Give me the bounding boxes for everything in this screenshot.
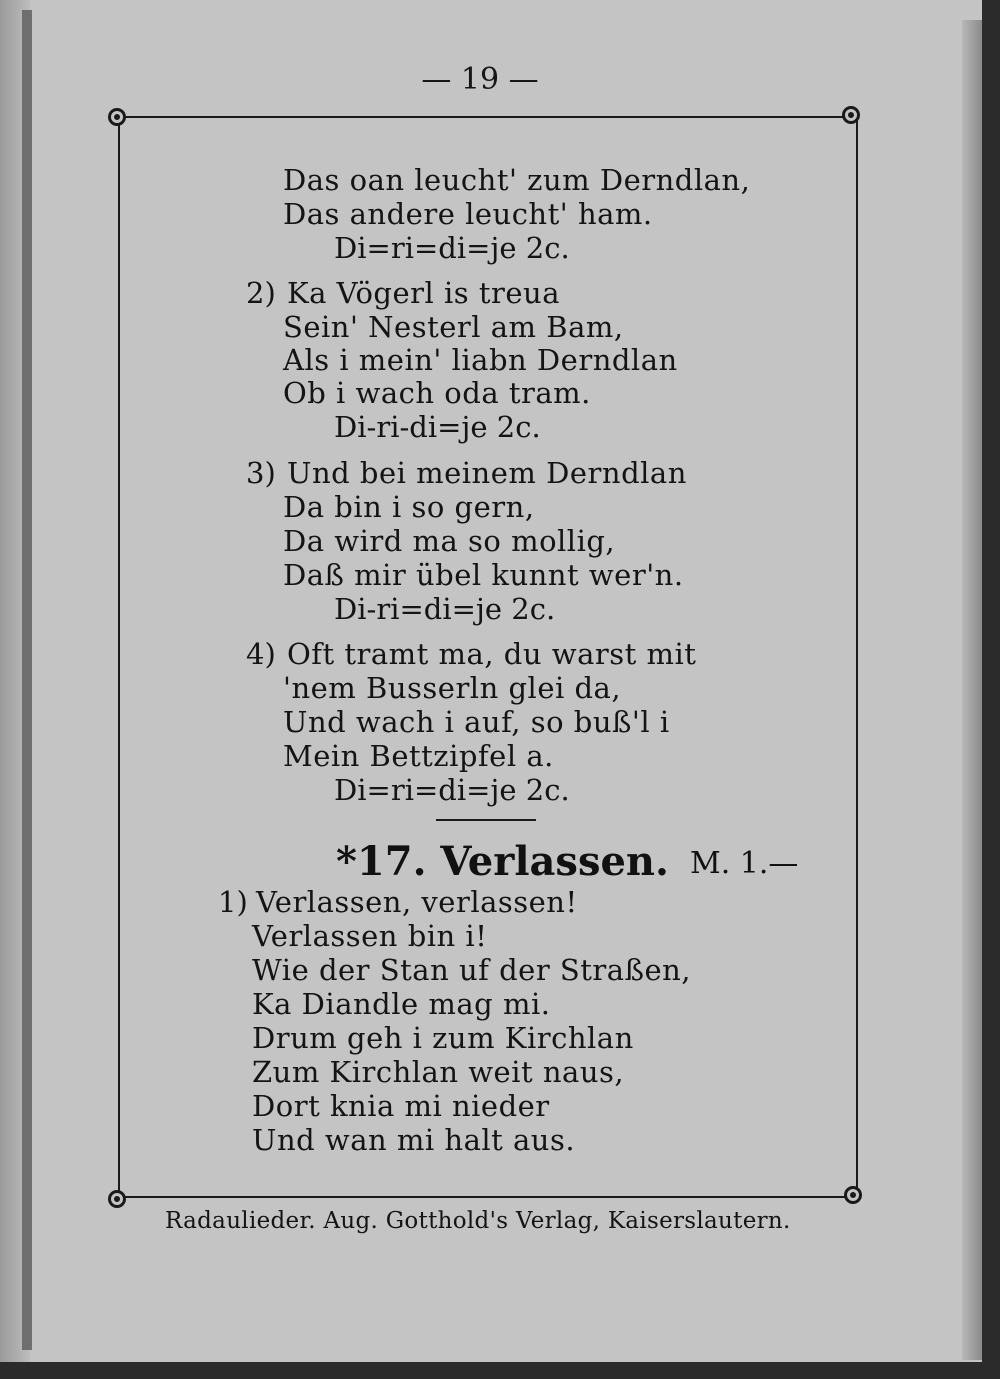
verse-line: Und wan mi halt aus. <box>252 1123 576 1157</box>
verse-line: Verlassen, verlassen! <box>256 885 578 919</box>
verse-line: Ka Diandle mag mi. <box>252 987 551 1021</box>
verse-line: Das andere leucht' ham. <box>283 197 653 231</box>
verse-line: Verlassen bin i! <box>252 919 488 953</box>
section-divider <box>436 819 536 821</box>
verse-line: Mein Bettzipfel a. <box>283 739 554 773</box>
refrain: Di-ri=di=je 2c. <box>334 592 556 626</box>
verse-line: Als i mein' liabn Derndlan <box>283 343 678 377</box>
verse-line: Das oan leucht' zum Derndlan, <box>283 163 751 197</box>
verse-line: Zum Kirchlan weit naus, <box>252 1055 625 1089</box>
verse-line: 'nem Busserln glei da, <box>283 671 622 705</box>
verse-line: Da bin i so gern, <box>283 490 535 524</box>
page-edge-shadow <box>962 20 982 1360</box>
page-number: — 19 — <box>421 62 539 97</box>
corner-ornament-icon <box>844 1186 862 1204</box>
verse-line: Da wird ma so mollig, <box>283 524 616 558</box>
song-title: *17. Verlassen. <box>336 838 669 885</box>
refrain: Di-ri-di=je 2c. <box>334 410 541 444</box>
stanza-number: 2) <box>246 276 276 310</box>
stanza-number: 1) <box>218 885 248 919</box>
refrain: Di=ri=di=je 2c. <box>334 231 570 265</box>
stanza-number: 4) <box>246 637 276 671</box>
verse-line: Und wach i auf, so buß'l i <box>283 705 670 739</box>
verse-line: Wie der Stan uf der Straßen, <box>252 953 692 987</box>
stanza-number: 3) <box>246 456 276 490</box>
verse-line: Ob i wach oda tram. <box>283 376 591 410</box>
verse-line: Daß mir übel kunnt wer'n. <box>283 558 684 592</box>
song-price-note: M. 1.— <box>690 846 799 881</box>
verse-line: Drum geh i zum Kirchlan <box>252 1021 634 1055</box>
corner-ornament-icon <box>108 108 126 126</box>
verse-line: Ka Vögerl is treua <box>287 276 561 310</box>
verse-line: Dort knia mi nieder <box>252 1089 550 1123</box>
refrain: Di=ri=di=je 2c. <box>334 773 570 807</box>
verse-line: Oft tramt ma, du warst mit <box>287 637 697 671</box>
binding-edge <box>22 10 32 1350</box>
corner-ornament-icon <box>842 106 860 124</box>
corner-ornament-icon <box>108 1190 126 1208</box>
verse-line: Sein' Nesterl am Bam, <box>283 310 624 344</box>
verse-line: Und bei meinem Derndlan <box>287 456 687 490</box>
publisher-footer: Radaulieder. Aug. Gotthold's Verlag, Kaiserslautern. <box>165 1208 791 1234</box>
